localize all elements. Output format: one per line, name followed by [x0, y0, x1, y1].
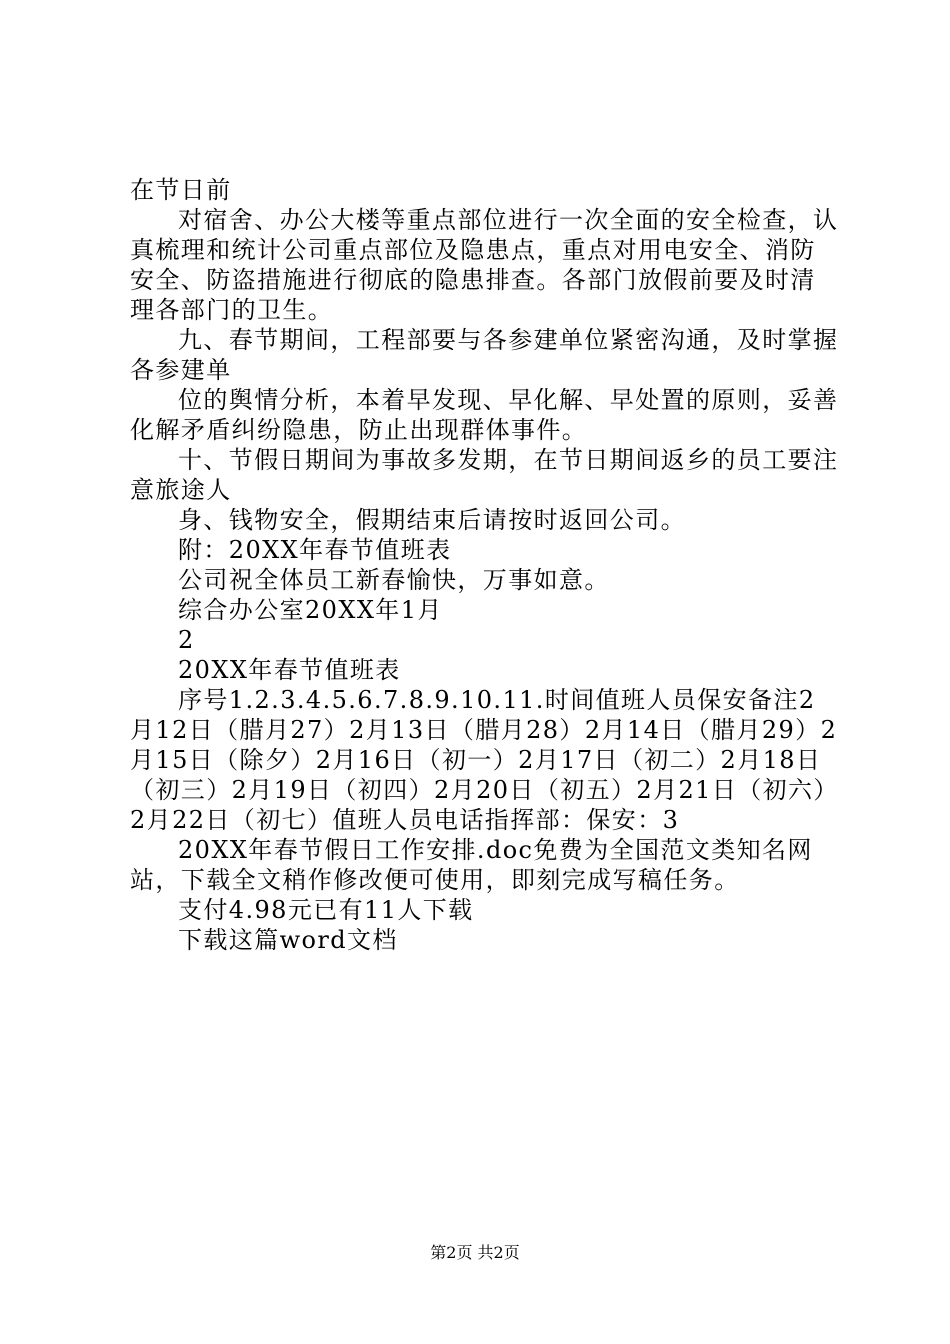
- paragraph: 九、春节期间，工程部要与各参建单位紧密沟通，及时掌握各参建单: [130, 326, 839, 384]
- paragraph: 对宿舍、办公大楼等重点部位进行一次全面的安全检查，认真梳理和统计公司重点部位及隐患点，重点对用电安全、消防安全、防盗措施进行彻底的隐患排查。各部门放假前要及时清理各部门的卫生。: [130, 206, 839, 324]
- paragraph: 十、节假日期间为事故多发期，在节日期间返乡的员工要注意旅途人: [130, 446, 839, 504]
- paragraph: 20XX年春节值班表: [178, 656, 401, 684]
- document-body: [130, 175, 840, 955]
- page-footer: 第2页 共2页: [430, 1243, 520, 1262]
- paragraph: 公司祝全体员工新春愉快，万事如意。: [178, 566, 610, 594]
- paragraph: 综合办公室20XX年1月: [178, 596, 443, 624]
- paragraph: 2: [178, 626, 195, 654]
- paragraph: 位的舆情分析，本着早发现、早化解、早处置的原则，妥善化解矛盾纠纷隐患，防止出现群体事件。: [130, 386, 839, 444]
- paragraph: 序号1.2.3.4.5.6.7.8.9.10.11.时间值班人员保安备注2月12日（腊月27）2月13日（腊月28）2月14日（腊月29）2月15日（除夕）2月16日（初一）2月17日（初二）2月18日（初三）2月19日（初四）2月20日（初五）2月21日（初六）2月22日（初七）值班人员电话指挥部：保安：3: [130, 686, 839, 834]
- download-link[interactable]: 下载这篇word文档: [178, 926, 398, 954]
- paragraph: 身、钱物安全，假期结束后请按时返回公司。: [178, 506, 686, 534]
- paragraph: 附：20XX年春节值班表: [178, 536, 452, 564]
- paragraph: 20XX年春节假日工作安排.doc免费为全国范文类知名网站，下载全文稍作修改便可使用，即刻完成写稿任务。: [130, 836, 813, 894]
- paragraph: 在节日前: [130, 176, 232, 204]
- paragraph: 支付4.98元已有11人下载: [178, 896, 474, 924]
